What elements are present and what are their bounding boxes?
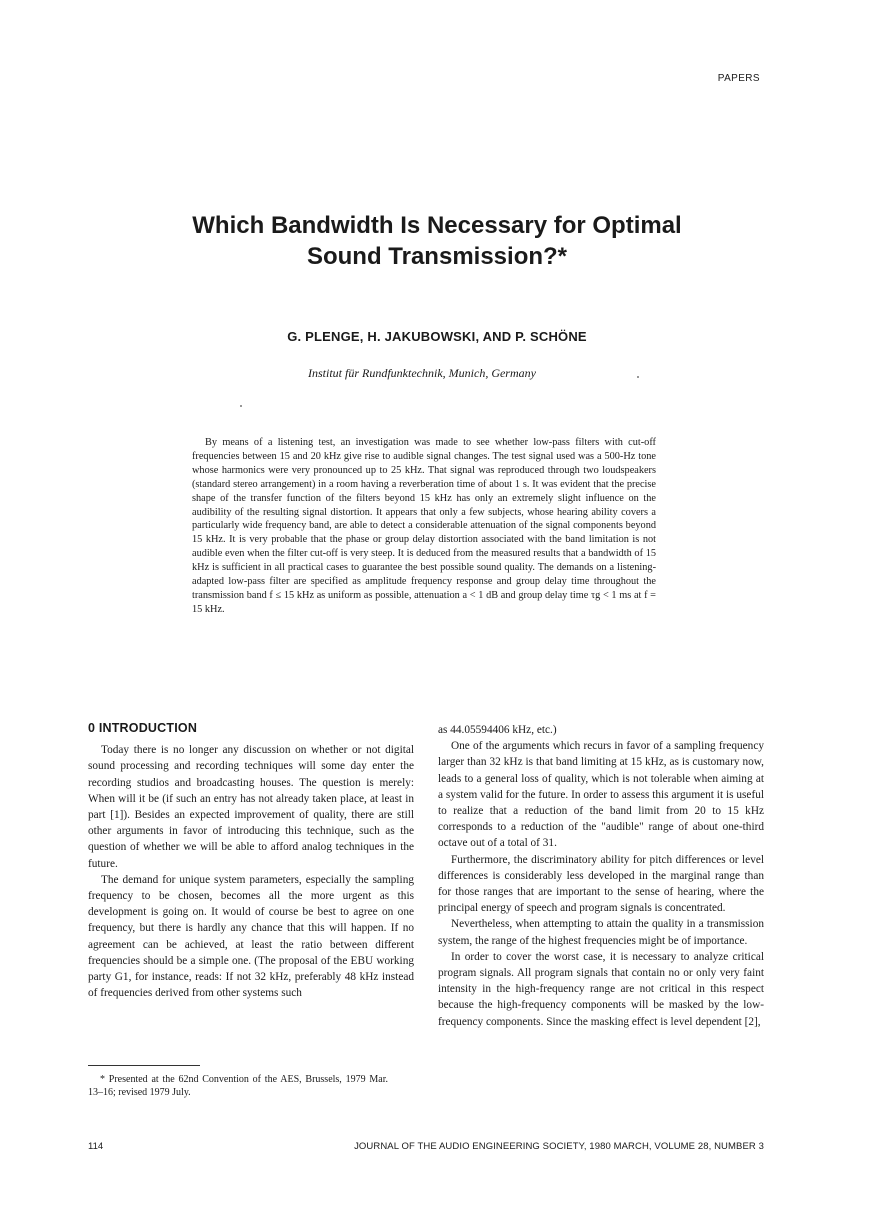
paragraph: One of the arguments which recurs in favor of a sampling frequency larger than 32 kHz is that band limiting at 15 kHz, as is customary now, leads to a general loss of quality, which is not tolerable when aiming at a system valid for the future. In order to assess this argument it is useful to realize that a reduction of the band limit from 20 to 15 kHz corresponds to a reduction of the "audible" range of about one-third octave out of a total of 31.: [438, 740, 764, 850]
footnote: * Presented at the 62nd Convention of the AES, Brussels, 1979 Mar. 13–16; revised 1979 July.: [88, 1074, 388, 1098]
paper-title: [0, 210, 874, 272]
paragraph: In order to cover the worst case, it is necessary to analyze critical program signals. All program signals that contain no or only very faint intensity in the high-frequency range are not critical in this respect because the high-frequency components will be masked by the low-frequency components. Since the masking effect is level dependent [2],: [438, 950, 764, 1028]
paragraph: Today there is no longer any discussion on whether or not digital sound processing and recording techniques will some day enter the recording studios and broadcasting houses. The question is merely: When will it be (if such an entry has not already taken place, at least in part [1]). Besides an expected improvement of quality, there are still other arguments in favor of introducing this technique, such as the question of whether we will be able to afford analog techniques in the future.: [88, 744, 414, 870]
paragraph: Furthermore, the discriminatory ability for pitch differences or level differences is considerably less developed in the marginal range than for those ranges that are important to the sense of hearing, where the principal energy of speech and program signals is concentrated.: [438, 853, 764, 915]
journal-citation: JOURNAL OF THE AUDIO ENGINEERING SOCIETY, 1980 MARCH, VOLUME 28, NUMBER 3: [354, 1141, 764, 1152]
page-number: 114: [88, 1141, 104, 1152]
title-line-2: Sound Transmission?*: [306, 243, 568, 270]
author-list: G. PLENGE, H. JAKUBOWSKI, AND P. SCHÖNE: [287, 329, 587, 344]
scan-speck: [637, 376, 639, 378]
abstract: By means of a listening test, an investigation was made to see whether low-pass filters with cut-off frequencies between 15 and 20 kHz give rise to audible signal changes. The test signal used was a 500-Hz tone whose harmonics were very pronounced up to 25 kHz. That signal was reproduced through two loudspeakers (standard stereo arrangement) in a room having a reverberation time of about 1 s. It was evident that the precise shape of the transfer function of the filters beyond 15 kHz has only an extremely slight influence on the audibility of the resulting signal distortion. It appears that only a few subjects, whose hearing ability covers a particularly wide frequency band, are able to detect a considerable attenuation of the signal components beyond 15 kHz. It is very probable that the phase or group delay distortion associated with the band limitation is not audible even when the filter cut-off is very steep. It is deduced from the measured results that a bandwidth of 15 kHz is sufficient in all practical cases to guarantee the best possible sound quality. The demands on a listening-adapted low-pass filter are specified as amplitude frequency response and group delay time throughout the transmission band f ≤ 15 kHz as uniform as possible, attenuation a < 1 dB and group delay time τg < 1 ms at f = 15 kHz.: [192, 437, 656, 615]
title-line-1: Which Bandwidth Is Necessary for Optimal: [192, 212, 682, 239]
section-label: PAPERS: [717, 73, 760, 84]
section-heading: 0 INTRODUCTION: [88, 721, 198, 735]
paragraph: Nevertheless, when attempting to attain the quality in a transmission system, the range of the highest frequencies might be of importance.: [438, 918, 764, 947]
paragraph: The demand for unique system parameters, especially the sampling frequency to be chosen, becomes all the more urgent as this development is going on. It would of course be best to agree on one frequency, but there is hardly any chance that this will happen. If no agreement can be achieved, at least the ratio between different frequencies should be a simple one. (The proposal of the EBU working party G1, for instance, reads: If not 32 kHz, preferably 48 kHz instead of frequencies derived from other systems such: [88, 873, 414, 1000]
scan-speck: [240, 405, 242, 407]
footnote-rule: [88, 1065, 200, 1066]
right-column: [438, 722, 764, 1030]
affiliation: Institut für Rundfunktechnik, Munich, Germany: [308, 366, 536, 380]
paragraph-continuation: as 44.05594406 kHz, etc.): [438, 724, 557, 736]
left-column: [88, 720, 414, 1001]
